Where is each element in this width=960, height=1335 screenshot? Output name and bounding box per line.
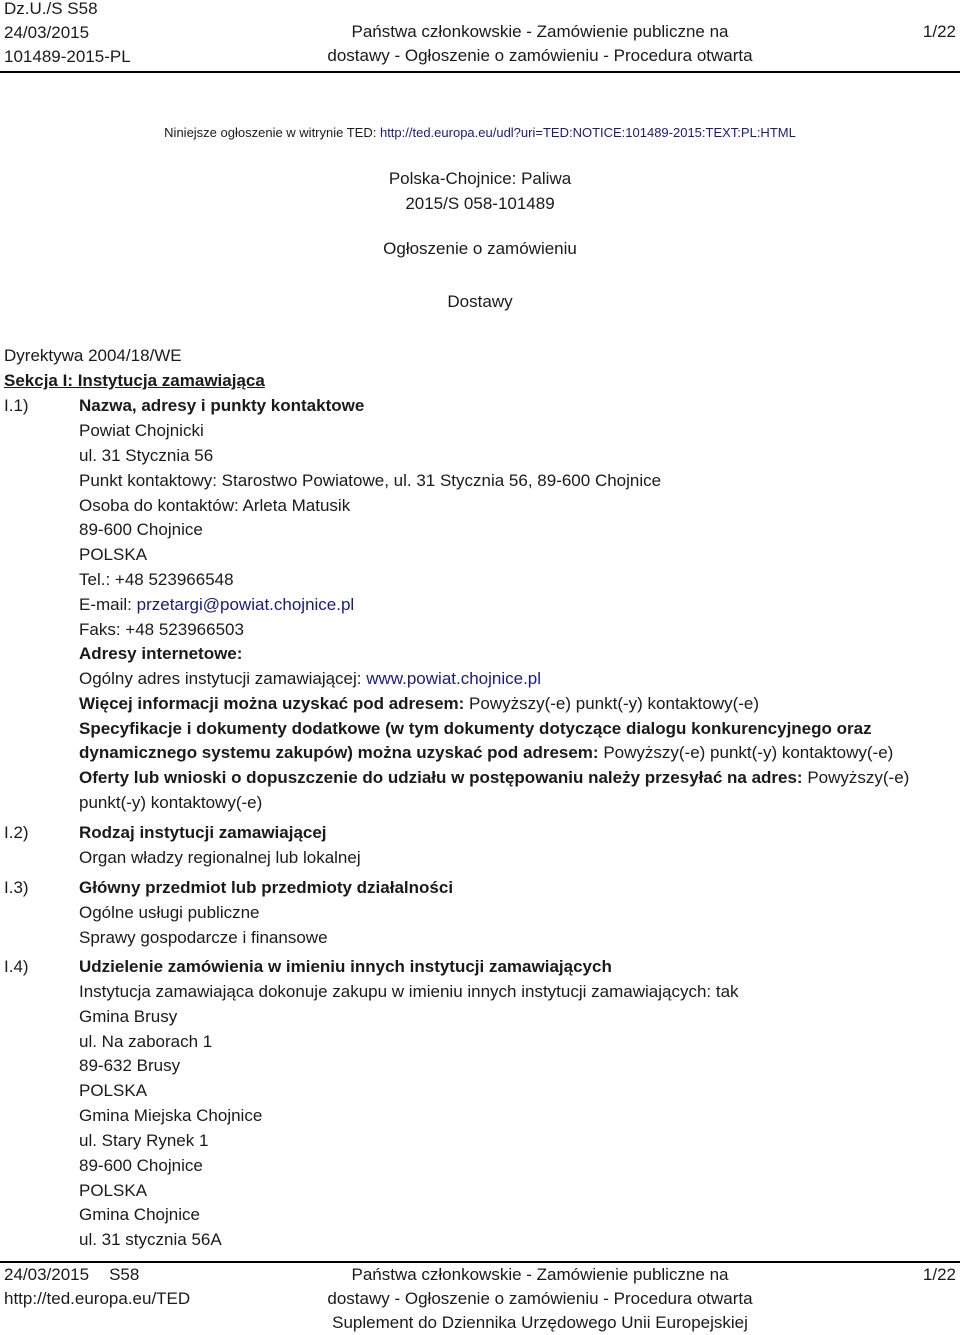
offers-label: Oferty lub wnioski o dopuszczenie do udziału w postępowaniu należy przesyłać na adres:	[79, 768, 808, 787]
i4-line: ul. Na zaborach 1	[79, 1032, 213, 1051]
header-title	[300, 20, 780, 68]
i4-line: Instytucja zamawiająca dokonuje zakupu w imieniu innych instytucji zamawiających: tak	[79, 982, 739, 1001]
i4-line: POLSKA	[79, 1081, 148, 1100]
i4-line: Gmina Miejska Chojnice	[79, 1106, 263, 1125]
i4-line: Gmina Chojnice	[79, 1205, 200, 1224]
header-divider	[0, 71, 960, 73]
section-heading: Sekcja I: Instytucja zamawiająca	[4, 371, 265, 390]
web-heading: Adresy internetowe:	[79, 644, 243, 663]
email-label: E-mail:	[79, 595, 137, 614]
spec-label-line2: dynamicznego systemu zakupów) można uzyskać pod adresem:	[79, 743, 604, 762]
directive: Dyrektywa 2004/18/WE	[4, 346, 182, 365]
i4-line: ul. 31 stycznia 56A	[79, 1230, 222, 1249]
i1-email-row	[79, 593, 354, 617]
i2-value: Organ władzy regionalnej lub lokalnej	[79, 848, 361, 867]
i4-heading: Udzielenie zamówienia w imieniu innych instytucji zamawiających	[79, 957, 612, 976]
i1-line: Punkt kontaktowy: Starostwo Powiatowe, ul. 31 Stycznia 56, 89-600 Chojnice	[79, 471, 662, 490]
i1-line: POLSKA	[79, 545, 148, 564]
more-info-row	[79, 692, 759, 716]
i1-phone: Tel.: +48 523966548	[79, 570, 234, 589]
journal-ref: Dz.U./S S58	[4, 0, 98, 18]
i4-line: POLSKA	[79, 1181, 148, 1200]
header-left	[4, 0, 131, 69]
offers-value-cont: punkt(-y) kontaktowy(-e)	[79, 793, 263, 812]
i3-value: Ogólne usługi publiczne	[79, 903, 260, 922]
header-title-line2: dostawy - Ogłoszenie o zamówieniu - Procedura otwarta	[327, 46, 753, 65]
footer-title-line3: Suplement do Dziennika Urzędowego Unii Europejskiej	[332, 1313, 748, 1332]
i4-line: Gmina Brusy	[79, 1007, 178, 1026]
footer-url[interactable]: http://ted.europa.eu/TED	[4, 1289, 191, 1308]
i2-heading: Rodzaj instytucji zamawiającej	[79, 823, 327, 842]
i3-value: Sprawy gospodarcze i finansowe	[79, 928, 328, 947]
contract-category: Dostawy	[447, 292, 513, 311]
i3-number: I.3)	[4, 878, 29, 897]
web-row	[79, 667, 541, 691]
footer-title	[300, 1263, 780, 1335]
spec-row	[79, 741, 893, 765]
ted-notice	[0, 121, 960, 145]
ted-notice-label: Niniejsze ogłoszenie w witrynie TED:	[164, 125, 380, 140]
i3-heading: Główny przedmiot lub przedmioty działalności	[79, 878, 454, 897]
web-link[interactable]: www.powiat.chojnice.pl	[366, 669, 542, 688]
i1-fax: Faks: +48 523966503	[79, 620, 244, 639]
footer-title-line2: dostawy - Ogłoszenie o zamówieniu - Procedura otwarta	[327, 1289, 753, 1308]
notice-type: Ogłoszenie o zamówieniu	[383, 239, 577, 258]
i1-line: 89-600 Chojnice	[79, 520, 203, 539]
i2-number: I.2)	[4, 823, 29, 842]
footer-series: S58	[109, 1265, 140, 1284]
offers-row	[79, 766, 909, 790]
spec-value: Powyższy(-e) punkt(-y) kontaktowy(-e)	[603, 743, 894, 762]
ted-notice-link[interactable]: http://ted.europa.eu/udl?uri=TED:NOTICE:101489-2015:TEXT:PL:HTML	[379, 125, 796, 140]
header-page: 1/22	[922, 22, 956, 41]
i1-number: I.1)	[4, 396, 29, 415]
i1-line: Osoba do kontaktów: Arleta Matusik	[79, 496, 351, 515]
web-label: Ogólny adres instytucji zamawiającej:	[79, 669, 367, 688]
footer-page: 1/22	[922, 1265, 956, 1284]
spec-label-line1: Specyfikacje i dokumenty dodatkowe (w tym dokumenty dotyczące dialogu konkurencyjnego oraz	[79, 719, 872, 738]
more-info-label: Więcej informacji można uzyskać pod adresem:	[79, 694, 470, 713]
email-link[interactable]: przetargi@powiat.chojnice.pl	[136, 595, 355, 614]
i4-line: 89-600 Chojnice	[79, 1156, 203, 1175]
i4-line: ul. Stary Rynek 1	[79, 1131, 209, 1150]
i1-heading: Nazwa, adresy i punkty kontaktowe	[79, 396, 365, 415]
i4-line: 89-632 Brusy	[79, 1056, 181, 1075]
footer-date-row	[4, 1263, 190, 1287]
notice-ref: 101489-2015-PL	[4, 47, 131, 66]
notice-number: 2015/S 058-101489	[405, 194, 555, 213]
footer-date: 24/03/2015	[4, 1265, 90, 1284]
i1-line: Powiat Chojnicki	[79, 421, 204, 440]
more-info-value: Powyższy(-e) punkt(-y) kontaktowy(-e)	[469, 694, 760, 713]
i4-number: I.4)	[4, 957, 29, 976]
i1-line: ul. 31 Stycznia 56	[79, 446, 214, 465]
footer-title-line1: Państwa członkowskie - Zamówienie publiczne na	[351, 1265, 729, 1284]
offers-value: Powyższy(-e)	[807, 768, 910, 787]
header-title-line1: Państwa członkowskie - Zamówienie publiczne na	[351, 22, 729, 41]
header-date: 24/03/2015	[4, 23, 90, 42]
place-title: Polska-Chojnice: Paliwa	[388, 169, 572, 188]
footer-left	[4, 1263, 190, 1311]
